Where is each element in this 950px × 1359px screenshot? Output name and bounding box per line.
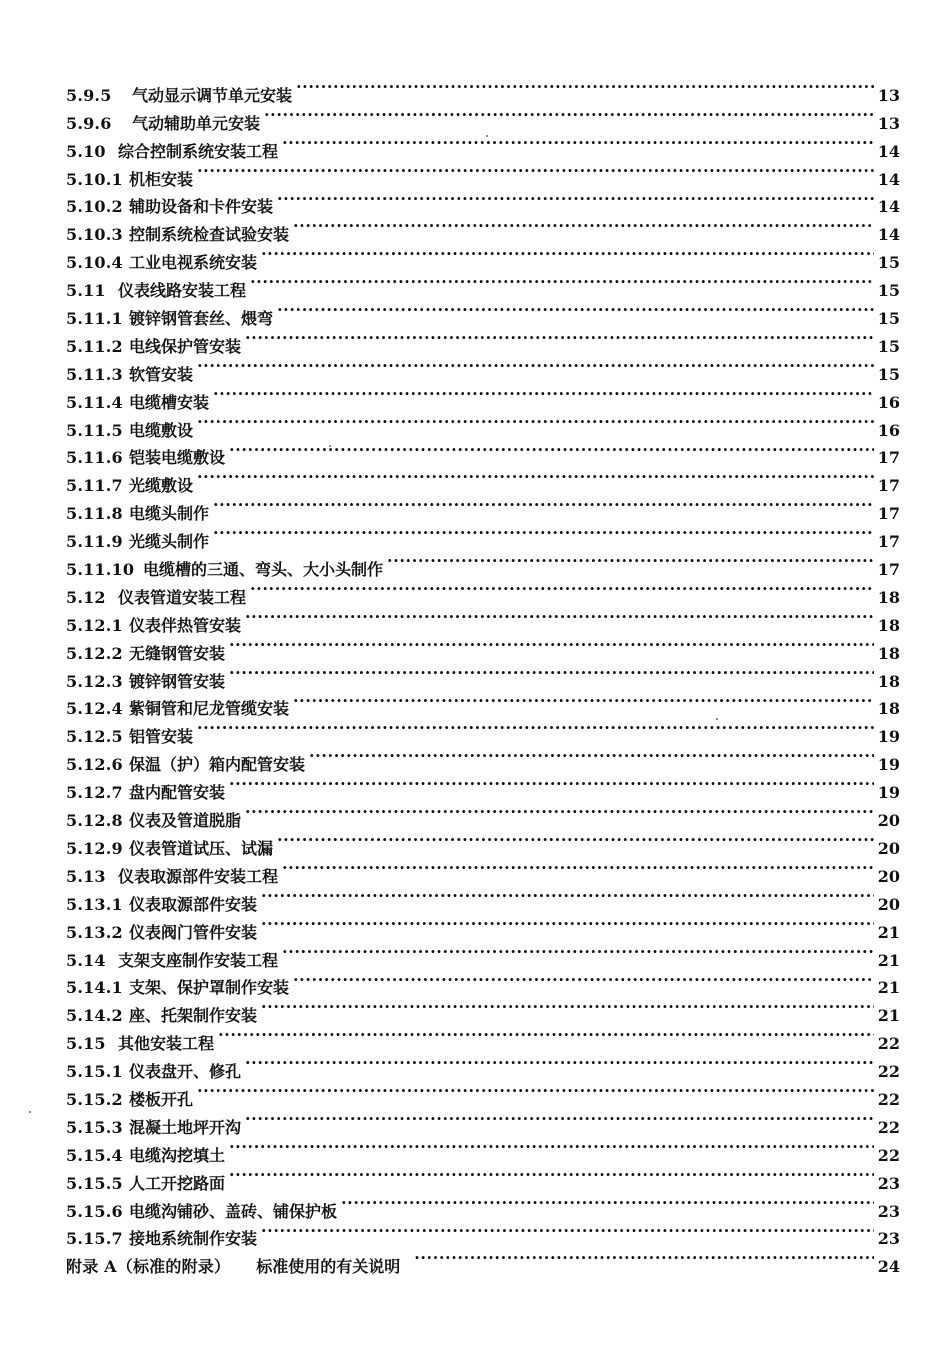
toc-entry-number: 5.13.2: [66, 922, 123, 942]
toc-entry-title: 仪表线路安装工程: [118, 281, 247, 301]
toc-entry-page: 14: [877, 169, 900, 189]
toc-entry-title: 仪表伴热管安装: [129, 615, 242, 635]
toc-entry-number: 5.12.7: [66, 783, 123, 803]
toc-entry-title: 电缆沟铺砂、盖砖、铺保护板: [129, 1201, 338, 1221]
toc-entry-title: 仪表取源部件安装: [129, 894, 258, 914]
toc-entry-page: 20: [877, 866, 900, 886]
toc-leader-dots: [264, 101, 874, 129]
toc-leader-dots: [282, 129, 874, 157]
toc-entry-title: 其他安装工程: [118, 1034, 215, 1054]
toc-entry-title: 电缆槽安装: [129, 392, 210, 412]
toc-entry-title: 光缆敷设: [129, 476, 194, 496]
toc-entry-page: 17: [877, 560, 900, 580]
toc-entry-number: 5.13.1: [66, 894, 123, 914]
toc-entry-page: 22: [877, 1089, 900, 1109]
toc-leader-dots: [277, 296, 874, 324]
toc-entry-title: 楼板开孔: [129, 1089, 194, 1109]
toc-leader-dots: [282, 854, 874, 882]
toc-entry-number: 5.15.1: [66, 1062, 123, 1082]
toc-entry-number: 5.15.7: [66, 1229, 123, 1249]
toc-entry-number: 5.11.9: [66, 532, 123, 552]
toc-entry-page: 13: [877, 113, 900, 133]
toc-entry-page: 21: [877, 950, 900, 970]
toc-entry-title: 电缆沟挖填土: [129, 1145, 226, 1165]
toc-entry-title: 仪表及管道脱脂: [129, 811, 242, 831]
toc-leader-dots: [229, 770, 874, 798]
toc-leader-dots: [293, 212, 874, 240]
toc-leader-dots: [261, 882, 874, 910]
toc-entry-title: 人工开挖路面: [129, 1173, 226, 1193]
toc-leader-dots: [245, 798, 874, 826]
toc-entry-number: 5.12.4: [66, 699, 123, 719]
scan-speck: [329, 445, 331, 447]
toc-entry-page: 14: [877, 197, 900, 217]
toc-entry-page: 23: [877, 1229, 900, 1249]
toc-leader-dots: [261, 1217, 874, 1245]
toc-entry-number: 5.12.3: [66, 671, 123, 691]
toc-leader-dots: [261, 993, 874, 1021]
toc-entry-number: 5.10.3: [66, 225, 123, 245]
toc-entry-title: 电缆头制作: [129, 504, 210, 524]
toc-entry-title: 电线保护管安装: [129, 336, 242, 356]
toc-leader-dots: [309, 742, 874, 770]
appendix-page: 24: [877, 1257, 900, 1277]
toc-leader-dots: [197, 352, 874, 380]
toc-entry-title: 光缆头制作: [129, 532, 210, 552]
toc-entry-number: 5.12.9: [66, 838, 123, 858]
toc-entry-number: 5.12.6: [66, 755, 123, 775]
toc-entry-title: 气动辅助单元安装: [132, 113, 261, 133]
toc-entry-title: 接地系统制作安装: [129, 1229, 258, 1249]
toc-entry-page: 22: [877, 1117, 900, 1137]
toc-leader-dots: [282, 938, 874, 966]
toc-entry-page: 14: [877, 141, 900, 161]
toc-entry-number: 5.9.6: [66, 113, 112, 133]
toc-entry-page: 16: [877, 392, 900, 412]
appendix-title: 标准使用的有关说明: [256, 1257, 401, 1277]
toc-leader-dots: [197, 408, 874, 436]
toc-entry-number: 5.12.2: [66, 643, 123, 663]
toc-entry-number: 5.11.1: [66, 309, 123, 329]
toc-entry-page: 21: [877, 922, 900, 942]
toc-entry-page: 23: [877, 1173, 900, 1193]
toc-leader-dots: [197, 1077, 874, 1105]
toc-entry-page: 15: [877, 336, 900, 356]
toc-leader-dots: [387, 547, 874, 575]
toc-leader-dots: [213, 380, 874, 408]
toc-leader-dots: [245, 1049, 874, 1077]
toc-entry-number: 5.12: [66, 587, 106, 607]
toc-leader-dots: [277, 826, 874, 854]
toc-entry-number: 5.12.5: [66, 727, 123, 747]
toc-entry-number: 5.10.2: [66, 197, 123, 217]
toc-entry-title: 支架、保护罩制作安装: [129, 978, 290, 998]
toc-entry-title: 盘内配管安装: [129, 783, 226, 803]
toc-entry-number: 5.15.4: [66, 1145, 123, 1165]
toc-entry-page: 14: [877, 225, 900, 245]
toc-entry-title: 仪表管道试压、试漏: [129, 838, 274, 858]
toc-entry-title: 支架支座制作安装工程: [118, 950, 279, 970]
toc-entry-page: 20: [877, 811, 900, 831]
toc-entry-title: 工业电视系统安装: [129, 253, 258, 273]
table-of-contents: [66, 73, 900, 1277]
toc-entry-page: 17: [877, 532, 900, 552]
toc-entry-title: 仪表盘开、修孔: [129, 1062, 242, 1082]
toc-entry-page: 17: [877, 476, 900, 496]
toc-entry-title: 机柜安装: [129, 169, 194, 189]
toc-leader-dots: [229, 1133, 874, 1161]
toc-entry-page: 13: [877, 85, 900, 105]
toc-leader-dots: [229, 436, 874, 464]
toc-entry-number: 5.11.3: [66, 364, 123, 384]
toc-entry-title: 综合控制系统安装工程: [118, 141, 279, 161]
toc-entry-number: 5.11.7: [66, 476, 123, 496]
toc-entry-title: 软管安装: [129, 364, 194, 384]
toc-entry-page: 20: [877, 838, 900, 858]
toc-entry-title: 铠装电缆敷设: [129, 448, 226, 468]
toc-leader-dots: [213, 519, 874, 547]
toc-leader-dots: [229, 659, 874, 687]
toc-entry-page: 18: [877, 643, 900, 663]
toc-entry-page: 23: [877, 1201, 900, 1221]
toc-entry-page: 16: [877, 420, 900, 440]
toc-entry-title: 电缆槽的三通、弯头、大小头制作: [143, 560, 384, 580]
toc-entry-page: 18: [877, 699, 900, 719]
toc-entry-number: 5.11.2: [66, 336, 123, 356]
toc-entry-page: 22: [877, 1034, 900, 1054]
appendix-label: 附录 A（标准的附录）: [66, 1257, 231, 1277]
toc-entry-title: 辅助设备和卡件安装: [129, 197, 274, 217]
toc-entry-number: 5.15.6: [66, 1201, 123, 1221]
toc-leader-dots: [218, 1021, 874, 1049]
scan-speck: [486, 135, 488, 137]
toc-entry-number: 5.15: [66, 1034, 106, 1054]
toc-leader-dots: [197, 463, 874, 491]
toc-entry-page: 22: [877, 1062, 900, 1082]
toc-leader-dots: [341, 1189, 874, 1217]
toc-leader-dots: [197, 714, 874, 742]
toc-leader-dots: [261, 240, 874, 268]
toc-entry-number: 5.10.4: [66, 253, 123, 273]
toc-entry-number: 5.9.5: [66, 85, 112, 105]
toc-leader-dots: [213, 491, 874, 519]
toc-leader-dots: [245, 603, 874, 631]
toc-leader-dots: [229, 631, 874, 659]
scan-speck: [716, 718, 718, 720]
toc-entry-page: 19: [877, 755, 900, 775]
toc-entry-title: 紫铜管和尼龙管缆安装: [129, 699, 290, 719]
toc-leader-dots: [197, 157, 874, 185]
toc-leader-dots: [261, 910, 874, 938]
toc-entry-page: 15: [877, 253, 900, 273]
toc-entry-title: 保温（护）箱内配管安装: [129, 755, 306, 775]
toc-entry-page: 15: [877, 364, 900, 384]
toc-entry-title: 气动显示调节单元安装: [132, 85, 293, 105]
toc-entry-page: 18: [877, 587, 900, 607]
toc-leader-dots: [277, 185, 874, 213]
toc-entry-number: 5.12.8: [66, 811, 123, 831]
toc-entry-page: 15: [877, 281, 900, 301]
toc-entry-page: 21: [877, 1006, 900, 1026]
toc-entry-title: 混凝土地坪开沟: [129, 1117, 242, 1137]
toc-entry-page: 15: [877, 309, 900, 329]
toc-entry-page: 21: [877, 978, 900, 998]
toc-leader-dots: [250, 268, 874, 296]
toc-leader-dots: [245, 324, 874, 352]
toc-entry-page: 17: [877, 504, 900, 524]
toc-entry-page: 17: [877, 448, 900, 468]
scan-speck: [29, 1111, 31, 1113]
toc-entry-number: 5.14.2: [66, 1006, 123, 1026]
toc-entry-number: 5.10: [66, 141, 106, 161]
toc-entry-number: 5.11: [66, 281, 106, 301]
toc-entry-number: 5.11.4: [66, 392, 123, 412]
toc-entry-title: 无缝钢管安装: [129, 643, 226, 663]
toc-entry-number: 5.11.5: [66, 420, 123, 440]
toc-leader-dots: [250, 575, 874, 603]
toc-entry-number: 5.14.1: [66, 978, 123, 998]
toc-leader-dots: [293, 687, 874, 715]
toc-entry-number: 5.14: [66, 950, 106, 970]
toc-entry-title: 仪表管道安装工程: [118, 587, 247, 607]
toc-leader-dots: [229, 1161, 874, 1189]
toc-entry-title: 座、托架制作安装: [129, 1006, 258, 1026]
toc-entry-title: 仪表阀门管件安装: [129, 922, 258, 942]
toc-entry-number: 5.15.2: [66, 1089, 123, 1109]
toc-entry-number: 5.11.6: [66, 448, 123, 468]
toc-entry: [66, 73, 900, 105]
toc-entry-title: 镀锌钢管安装: [129, 671, 226, 691]
toc-entry-page: 20: [877, 894, 900, 914]
toc-entry-page: 22: [877, 1145, 900, 1165]
toc-entry-number: 5.11.8: [66, 504, 123, 524]
toc-entry-title: 仪表取源部件安装工程: [118, 866, 279, 886]
toc-leader-dots: [293, 966, 874, 994]
toc-entry-number: 5.12.1: [66, 615, 123, 635]
toc-entry-number: 5.13: [66, 866, 106, 886]
toc-entry-title: 铝管安装: [129, 727, 194, 747]
toc-entry-title: 镀锌钢管套丝、煨弯: [129, 309, 274, 329]
toc-entry-page: 18: [877, 671, 900, 691]
toc-entry-number: 5.11.10: [66, 560, 135, 580]
toc-entry-page: 18: [877, 615, 900, 635]
toc-entry-page: 19: [877, 727, 900, 747]
toc-entry-number: 5.15.5: [66, 1173, 123, 1193]
toc-leader-dots: [245, 1105, 874, 1133]
toc-leader-dots: [296, 73, 874, 101]
toc-entry-number: 5.15.3: [66, 1117, 123, 1137]
toc-entry-page: 19: [877, 783, 900, 803]
toc-entry-title: 控制系统检查试验安装: [129, 225, 290, 245]
toc-leader-dots: [414, 1244, 874, 1272]
toc-entry-number: 5.10.1: [66, 169, 123, 189]
toc-entry-title: 电缆敷设: [129, 420, 194, 440]
